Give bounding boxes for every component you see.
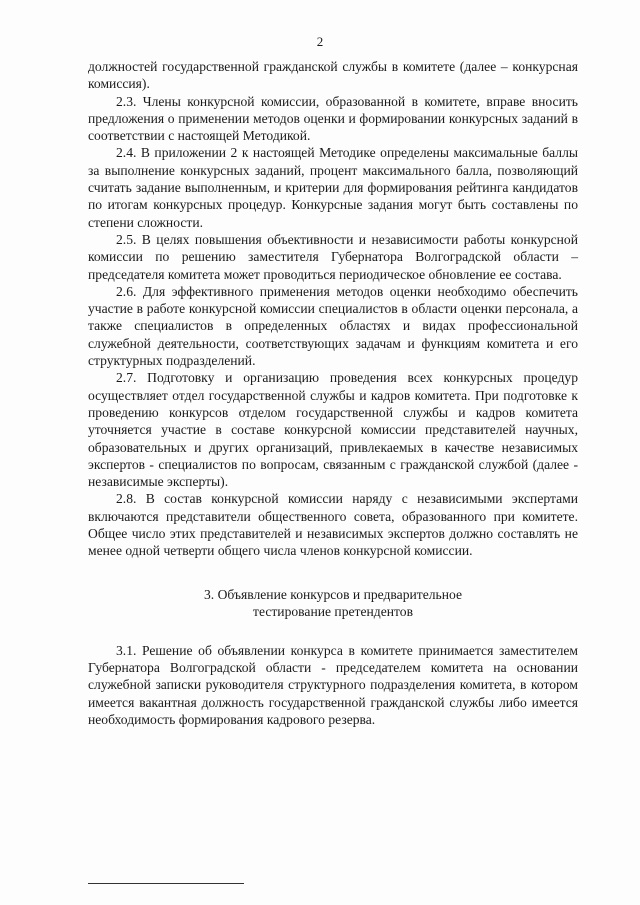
paragraph-2-6: 2.6. Для эффективного применения методов оценки необходимо обеспечить участие в работе конкурсной комиссии специалистов в области оценки персонала, а также специалистов в определенных областях и видах профессиональной служебной деятельности, соответствующих задачам и функциям комитета и его структурных подразделений. [88,283,578,369]
section-heading-3 [88,586,578,621]
document-body [88,58,578,728]
footnote-divider [88,883,244,884]
paragraph-2-7: 2.7. Подготовку и организацию проведения всех конкурсных процедур осуществляет отдел государственной службы и кадров комитета. При подготовке к проведению конкурсов отделом государственной службы и кадров комитета уточняется участие в составе конкурсной комиссии представителей научных, образовательных и других организаций, привлекаемых в качестве независимых экспертов - специалистов по вопросам, связанным с гражданской службой (далее - независимые эксперты). [88,370,578,490]
paragraph-2-8: 2.8. В состав конкурсной комиссии наряду с независимыми экспертами включаются представители общественного совета, образованного при комитете. Общее число этих представителей и независимых экспертов должно составлять не менее одной четверти общего числа членов конкурсной комиссии. [88,491,578,559]
section-heading-line-2: тестирование претендентов [253,604,413,620]
paragraph-3-1: 3.1. Решение об объявлении конкурса в комитете принимается заместителем Губернатора Волгоградской области - председателем комитета на основании служебной записки руководителя структурного подразделения комитета, в котором имеется вакантная должность государственной гражданской службы либо имеется необходимость формирования кадрового резерва. [88,642,578,727]
page-number: 2 [316,34,324,49]
paragraph-2-3: 2.3. Члены конкурсной комиссии, образованной в комитете, вправе вносить предложения о применении методов оценки и формировании конкурсных заданий в соответствии с настоящей Методикой. [88,93,578,144]
paragraph-2-5: 2.5. В целях повышения объективности и независимости работы конкурсной комиссии по решению заместителя Губернатора Волгоградской области – председателя комитета может проводиться периодическое обновление ее состава. [88,231,578,282]
paragraph-2-4: 2.4. В приложении 2 к настоящей Методике определены максимальные баллы за выполнение конкурсных заданий, процент максимального балла, позволяющий считать задание выполненным, и критерии для формирования рейтинга кандидатов по итогам конкурсных процедур. Конкурсные задания могут быть составлены по степени сложности. [88,145,578,230]
section-heading-line-1: 3. Объявление конкурсов и предварительное [203,586,463,602]
paragraph-continuation: должностей государственной гражданской службы в комитете (далее – конкурсная комиссия). [88,59,578,92]
